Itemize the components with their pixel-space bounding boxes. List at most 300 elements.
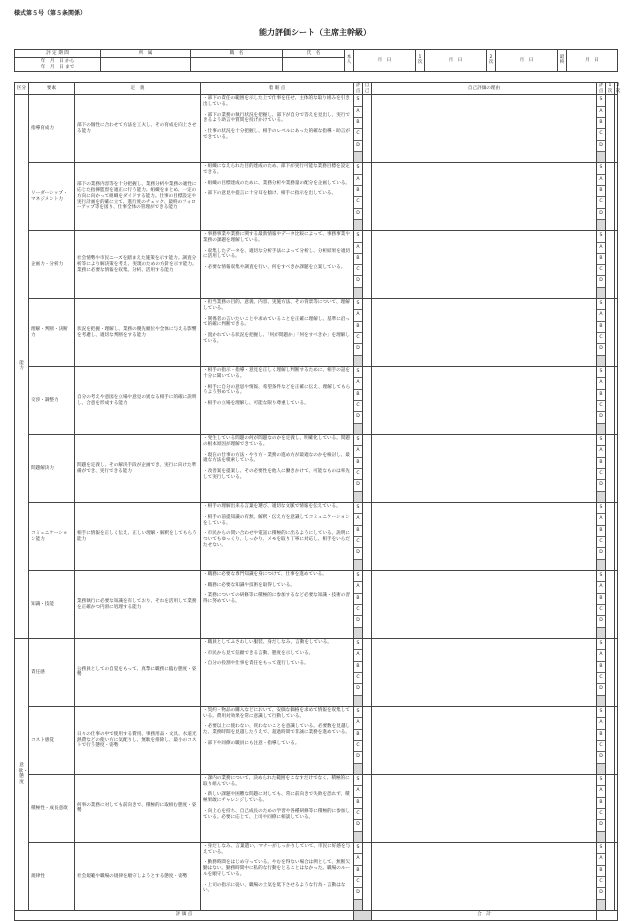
grade-c: C <box>597 809 605 820</box>
viewpoint-item: ・職務に必要な専門知識を身につけて、仕事を進めている。 <box>203 572 327 578</box>
grade-b: B <box>597 390 605 401</box>
grade-d: D <box>597 209 605 220</box>
grade-scale-2 <box>597 706 606 774</box>
grade-d: D <box>597 684 605 695</box>
grade-b: B <box>597 866 605 877</box>
first-score-cell[interactable] <box>606 231 615 299</box>
grade-c: C <box>354 469 362 480</box>
grade-scale <box>354 367 363 435</box>
grade-s: S <box>597 367 605 378</box>
viewpoint-item: ・相手に自分の意思や情報、希望条件などを正確に伝え、理解してもらうよう努めている。 <box>203 384 351 396</box>
viewpoint-item: ・現在の仕事の方法・やり方・業務の進め方が最適なのかを検討し、最適な方法を模索している。 <box>203 452 351 464</box>
viewpoints <box>201 638 354 706</box>
element-label: コスト感覚 <box>29 706 75 774</box>
definition-text: 部下の個性に合わせて方法を工夫し、その育成を向上させる能力 <box>75 95 201 163</box>
grade-d: D <box>597 412 605 423</box>
grade-d: D <box>597 752 605 763</box>
grade-s: S <box>597 163 605 174</box>
grade-c: C <box>354 809 362 820</box>
grade-b: B <box>354 526 362 537</box>
col-points: 着 眼 点 <box>201 83 354 95</box>
division-label: 意欲・態度 <box>15 638 29 910</box>
viewpoint-item: ・相手の指示・指導・意見を正しく理解し判断するために、相手の話を十分に聞いている。 <box>203 368 351 379</box>
self-score-cell[interactable] <box>363 231 372 299</box>
grade-b: B <box>354 594 362 605</box>
definition-text: 公務員としての自覚をもって、真摯に職務に臨む態度・姿勢 <box>75 638 201 706</box>
element-label: リーダーシップ・マネジメント力 <box>29 163 75 231</box>
grade-d: D <box>354 412 362 423</box>
second-score-cell[interactable] <box>615 231 618 299</box>
self-reason-cell[interactable] <box>372 163 597 231</box>
footer-self-total <box>354 910 372 920</box>
grade-c: C <box>597 333 605 344</box>
grade-scale-2 <box>597 774 606 842</box>
grade-b: B <box>597 662 605 673</box>
grade-scale <box>354 842 363 910</box>
col-element: 要素 <box>29 83 75 95</box>
grade-d: D <box>354 141 362 152</box>
grade-b: B <box>354 186 362 197</box>
viewpoint-item: ・相手の立場を理解し、可能な限り尊重している。 <box>203 401 309 407</box>
viewpoints <box>201 842 354 910</box>
first-score-cell[interactable] <box>606 367 615 435</box>
definition-text: 日々の仕事の中で使用する費用、事務用品・文具、水道光熱費などの使い方に気配りし、無駄を排除し、最小のコストで行う態度・姿勢 <box>75 706 201 774</box>
grade-scale <box>354 774 363 842</box>
self-reason-cell[interactable] <box>372 842 597 910</box>
viewpoints <box>201 367 354 435</box>
grade-c: C <box>354 673 362 684</box>
grade-c: C <box>597 469 605 480</box>
grade-b: B <box>597 526 605 537</box>
grade-b: B <box>354 866 362 877</box>
grade-a: A <box>597 582 605 593</box>
viewpoint-item: ・契約・物品の購入などにおいて、安価な価格を求めて情報を収集している。費用対効果を常に意識して行動している。 <box>203 707 350 719</box>
definition-text: 状況を把握・理解し、業務の優先順位や全体に与える影響を考慮し、適切な判断をする能力 <box>75 299 201 367</box>
grade-scale-2 <box>597 367 606 435</box>
viewpoint-item: ・発生している問題の何が問題なのかを定義し、明確化している。問題の根本原因が理解できている。 <box>203 436 351 447</box>
col-division: 区分 <box>15 83 29 95</box>
element-label: 責任感 <box>29 638 75 706</box>
grade-c: C <box>354 129 362 140</box>
col-first: 1次 <box>606 83 615 95</box>
viewpoint-item: ・事務事業や業務に関する最新情報やデータ比較によって、事務事業や業務の課題を理解している。 <box>203 232 350 243</box>
grade-d: D <box>354 820 362 831</box>
viewpoint-item: ・向上心を持ち、自己成長のための学習や各種研修等に積極的に参加している。必要に応じて、上司や同僚に相談している。 <box>203 808 351 820</box>
self-score-cell[interactable] <box>363 571 372 639</box>
first-score-cell[interactable] <box>606 774 615 842</box>
viewpoint-item: ・部下や同僚の職員にも注意・指導している。 <box>203 740 300 746</box>
element-label: コミュニケーション能力 <box>29 503 75 571</box>
grade-b: B <box>354 730 362 741</box>
position-label: 職 名 <box>191 50 283 58</box>
grade-d: D <box>597 480 605 491</box>
first-score-cell[interactable] <box>606 95 615 163</box>
period-label: 評 定 期 間 <box>15 50 101 58</box>
table-row <box>15 435 618 503</box>
grade-s: S <box>597 775 605 786</box>
self-reason-cell[interactable] <box>372 95 597 163</box>
grade-a: A <box>597 854 605 865</box>
self-label: 本人 <box>345 50 354 72</box>
grade-b: B <box>597 254 605 265</box>
grade-a: A <box>354 107 362 118</box>
col-eval: 評点 <box>354 83 363 95</box>
grade-a: A <box>597 650 605 661</box>
first-score-cell[interactable] <box>606 299 615 367</box>
grade-d: D <box>597 548 605 559</box>
grade-c: C <box>597 197 605 208</box>
grade-c: C <box>354 741 362 752</box>
viewpoints <box>201 571 354 639</box>
element-label: 交渉・調整力 <box>29 367 75 435</box>
viewpoint-item: ・相手の理解出来る言葉を選び、適切な文脈で情報を伝えている。 <box>203 504 341 510</box>
first-date[interactable]: 月 日 <box>425 50 487 72</box>
grade-scale-2 <box>597 231 606 299</box>
grade-a: A <box>597 107 605 118</box>
viewpoint-item: ・業務についての研修等に積極的に参加するなど必要な知識・技術の習得に努めている。 <box>203 593 350 605</box>
second-score-cell[interactable] <box>615 638 618 706</box>
grade-a: A <box>597 310 605 321</box>
viewpoint-item: ・新しい課題や困難な問題に対しても、常に前向きで失敗を恐れず、積極果敢にチャレンジしている。 <box>203 792 350 804</box>
grade-scale <box>354 299 363 367</box>
grade-c: C <box>597 129 605 140</box>
grade-b: B <box>354 390 362 401</box>
grade-scale-2 <box>597 842 606 910</box>
grade-d: D <box>354 616 362 627</box>
grade-s: S <box>354 367 362 378</box>
grade-a: A <box>354 514 362 525</box>
second-score-cell[interactable] <box>615 571 618 639</box>
self-score-cell[interactable] <box>363 95 372 163</box>
definition-text: 業務執行に必要な知識を有しており、それを活用して業務を正確かつ円滑に処理する能力 <box>75 571 201 639</box>
element-label: 知識・技能 <box>29 571 75 639</box>
self-score-cell[interactable] <box>363 503 372 571</box>
self-reason-cell[interactable] <box>372 435 597 503</box>
col-self: 自己 <box>363 83 372 95</box>
col-second: 2次 <box>615 83 621 94</box>
evaluation-table <box>14 82 621 921</box>
first-score-cell[interactable] <box>606 842 615 910</box>
first-score-cell[interactable] <box>606 706 615 774</box>
affiliation-label: 所 属 <box>101 50 191 58</box>
form-number: 様式第５号（第５条関係） <box>14 10 87 17</box>
grade-a: A <box>354 718 362 729</box>
grade-a: A <box>354 310 362 321</box>
self-score-cell[interactable] <box>363 299 372 367</box>
element-label: 理解・判断・決断力 <box>29 299 75 367</box>
grade-s: S <box>354 707 362 718</box>
grade-s: S <box>354 435 362 446</box>
viewpoints <box>201 95 354 163</box>
grade-b: B <box>354 662 362 673</box>
grade-a: A <box>354 175 362 186</box>
grade-a: A <box>597 175 605 186</box>
definition-text: 部下の業務内容等を十分把握し、業務分析や業務の適性に応じた指揮監督を適正に行う能力。組織をまとめ、一定の方向に向かって組織をダイドする能力。仕事の目標設定や実行計画を的確に立て、進行度のチェック、最終のフォローアップ等を図り、仕事全体の管理ができる能力 <box>75 163 201 231</box>
viewpoint-item: ・仕事の状況を十分把握し、相手のレベルにあった的確な指導・助言ができている。 <box>203 129 350 140</box>
grade-c: C <box>354 265 362 276</box>
grade-d: D <box>354 276 362 287</box>
viewpoints <box>201 299 354 367</box>
definition-text: 社会規範や職場の規律を順守しようとする態度・姿勢 <box>75 842 201 910</box>
grade-scale <box>354 706 363 774</box>
grade-scale-2 <box>597 571 606 639</box>
grade-d: D <box>354 344 362 355</box>
viewpoint-item: ・置かれている状況を把握し、「何が問題か」「何をすべきか」を理解している。 <box>203 333 350 344</box>
grade-scale-2 <box>597 503 606 571</box>
grade-s: S <box>354 639 362 650</box>
table-row <box>15 571 618 639</box>
grade-a: A <box>354 650 362 661</box>
definition-text: 自分の考えや意図を立場や意見の異なる相手に的確に説明し、合意を形成する能力 <box>75 367 201 435</box>
page-title: 能力評価シート（主席主幹級） <box>259 28 371 37</box>
grade-c: C <box>597 605 605 616</box>
self-reason-cell[interactable] <box>372 367 597 435</box>
grade-a: A <box>597 446 605 457</box>
grade-b: B <box>597 594 605 605</box>
viewpoint-item: ・身だしなみ、言葉遣い、マナーがしっかりしていて、市民に好感を与えている。 <box>203 843 351 855</box>
second-date[interactable]: 月 日 <box>496 50 558 72</box>
grade-d: D <box>597 820 605 831</box>
grade-c: C <box>597 537 605 548</box>
viewpoint-item: ・部下の意見や提言に十分耳を傾け、相手に指示を出している。 <box>203 191 337 197</box>
second-score-cell[interactable] <box>615 367 618 435</box>
grade-b: B <box>597 186 605 197</box>
grade-a: A <box>354 243 362 254</box>
grade-d: D <box>354 684 362 695</box>
grade-s: S <box>354 299 362 310</box>
grade-c: C <box>597 877 605 888</box>
self-reason-cell[interactable] <box>372 231 597 299</box>
grade-a: A <box>597 514 605 525</box>
table-row <box>15 367 618 435</box>
first-score-cell[interactable] <box>606 503 615 571</box>
element-label: 企画力・分析力 <box>29 231 75 299</box>
table-row <box>15 231 618 299</box>
grade-c: C <box>597 401 605 412</box>
grade-s: S <box>354 231 362 242</box>
second-label: 2次 <box>487 50 496 72</box>
grade-d: D <box>354 209 362 220</box>
viewpoints <box>201 503 354 571</box>
self-reason-cell[interactable] <box>372 503 597 571</box>
final-label: 最終 <box>558 50 567 72</box>
element-label: 規律性 <box>29 842 75 910</box>
second-score-cell[interactable] <box>615 503 618 571</box>
element-label: 積極性・成長意欲 <box>29 774 75 842</box>
viewpoint-item: ・勤務時間をはじめ守っている。やむを得ない場合は例として、無断欠勤はない。勤務時間中に私的な行動をとることはなかった。職場のルールを順守している。 <box>203 860 351 877</box>
viewpoint-item: ・必要以上に使わない、買わないことを意識している。必要数を見越した、業務時間を見越したうえで、超過時間で非誠に業務を進めている。 <box>203 724 351 736</box>
viewpoint-item: ・部下の業務の執行状況を把握し、部下が自分で答えを見出し、実行できるよう助言や質問を投げかけている。 <box>203 112 351 124</box>
viewpoint-item: ・部下の責任の範囲を示した上で仕事を任せ、主体的な取り組みを引き出している。 <box>203 96 350 107</box>
grade-d: D <box>354 888 362 899</box>
self-date[interactable]: 月 日 <box>354 50 416 72</box>
position-value[interactable] <box>191 58 283 72</box>
division-label: 能力 <box>15 95 29 639</box>
grade-b: B <box>597 322 605 333</box>
grade-scale <box>354 163 363 231</box>
header-info-table <box>14 49 618 72</box>
grade-c: C <box>354 197 362 208</box>
grade-a: A <box>354 582 362 593</box>
grade-a: A <box>354 446 362 457</box>
viewpoints <box>201 435 354 503</box>
grade-s: S <box>597 571 605 582</box>
self-score-cell[interactable] <box>363 842 372 910</box>
grade-scale <box>354 435 363 503</box>
grade-scale <box>354 231 363 299</box>
definition-text: 社会情勢や市民ニーズを踏まえた施策を示す能力。調査分析等により解決策を考え、実現のための方針を示す能力。業務に必要な情報を収集、分析、活用する能力 <box>75 231 201 299</box>
grade-b: B <box>597 458 605 469</box>
viewpoints <box>201 231 354 299</box>
grade-scale <box>354 503 363 571</box>
viewpoints <box>201 163 354 231</box>
grade-a: A <box>354 378 362 389</box>
grade-a: A <box>597 243 605 254</box>
grade-d: D <box>354 752 362 763</box>
second-score-cell[interactable] <box>615 774 618 842</box>
grade-a: A <box>354 786 362 797</box>
self-reason-cell[interactable] <box>372 774 597 842</box>
col-eval2: 評点 <box>597 83 606 95</box>
self-reason-cell[interactable] <box>372 299 597 367</box>
definition-text: 問題を定義し、その解決手段が企画でき、実行に向けた準備ができ、実行できる能力 <box>75 435 201 503</box>
grade-s: S <box>597 231 605 242</box>
second-score-cell[interactable] <box>615 706 618 774</box>
grade-s: S <box>354 503 362 514</box>
table-row <box>15 299 618 367</box>
grade-b: B <box>354 798 362 809</box>
grade-s: S <box>597 299 605 310</box>
grade-c: C <box>354 333 362 344</box>
footer-eval-points: 評 価 点 <box>15 910 354 920</box>
grade-s: S <box>354 163 362 174</box>
self-score-cell[interactable] <box>363 367 372 435</box>
grade-s: S <box>597 707 605 718</box>
viewpoint-item: ・組織の目標達成のために、業務分析や業務量の配分を企画している。 <box>203 180 351 186</box>
grade-a: A <box>597 718 605 729</box>
definition-text: 相手に情報を正しく伝え、正しい理解・解釈をしてもらう能力 <box>75 503 201 571</box>
name-value[interactable] <box>283 58 345 72</box>
grade-s: S <box>597 503 605 514</box>
self-score-cell[interactable] <box>363 435 372 503</box>
second-score-cell[interactable] <box>615 299 618 367</box>
grade-s: S <box>597 95 605 106</box>
grade-s: S <box>597 639 605 650</box>
grade-d: D <box>597 344 605 355</box>
grade-c: C <box>597 265 605 276</box>
viewpoint-item: ・必要な情報収集や調査を行い、何をすべきか課題を立案している。 <box>203 265 346 271</box>
viewpoint-item: ・組織になえられた目的達成のため、部下が実行可能な業務目標を設定できる。 <box>203 164 350 175</box>
table-row <box>15 163 618 231</box>
grade-b: B <box>354 458 362 469</box>
self-score-cell[interactable] <box>363 706 372 774</box>
grade-c: C <box>354 401 362 412</box>
first-score-cell[interactable] <box>606 571 615 639</box>
grade-d: D <box>597 141 605 152</box>
second-score-cell[interactable] <box>615 435 618 503</box>
grade-c: C <box>597 741 605 752</box>
footer-total-value[interactable] <box>597 910 618 920</box>
second-score-cell[interactable] <box>615 95 618 163</box>
final-date[interactable]: 月 日 <box>567 50 618 72</box>
name-label: 氏 名 <box>283 50 345 58</box>
first-score-cell[interactable] <box>606 435 615 503</box>
viewpoint-item: ・収集したデータを、適切な分析手法によって分析し、分析結果を適切に活用している。 <box>203 248 351 260</box>
element-label: 問題解決力 <box>29 435 75 503</box>
table-row <box>15 842 618 910</box>
grade-scale <box>354 95 363 163</box>
grade-scale-2 <box>597 95 606 163</box>
table-row <box>15 95 618 163</box>
first-label: 1次 <box>416 50 425 72</box>
first-score-cell[interactable] <box>606 163 615 231</box>
viewpoints <box>201 774 354 842</box>
grade-b: B <box>354 254 362 265</box>
table-row <box>15 503 618 571</box>
grade-b: B <box>354 118 362 129</box>
grade-d: D <box>597 616 605 627</box>
self-reason-cell[interactable] <box>372 638 597 706</box>
element-label: 指導育成力 <box>29 95 75 163</box>
grade-s: S <box>354 775 362 786</box>
col-definition: 定 義 <box>75 83 201 95</box>
viewpoint-item: ・市民から見て信頼できる言動、態度を示している。 <box>203 650 314 656</box>
viewpoint-item: ・相手の前提知識の有無、解釈・伝え方を意識してコミュニケーションをしている。 <box>203 514 350 526</box>
second-score-cell[interactable] <box>615 842 618 910</box>
grade-a: A <box>354 854 362 865</box>
self-score-cell[interactable] <box>363 638 372 706</box>
grade-b: B <box>354 322 362 333</box>
grade-c: C <box>597 673 605 684</box>
grade-a: A <box>597 786 605 797</box>
first-score-cell[interactable] <box>606 638 615 706</box>
grade-scale-2 <box>597 638 606 706</box>
self-score-cell[interactable] <box>363 774 372 842</box>
grade-d: D <box>354 480 362 491</box>
grade-s: S <box>354 95 362 106</box>
grade-scale-2 <box>597 435 606 503</box>
grade-c: C <box>354 877 362 888</box>
viewpoint-item: ・上司の指示に従い、職場の士気を低下させるような行為・言動はない。 <box>203 882 346 894</box>
viewpoint-item: ・自分の役割や仕事を責任をもって遂行している。 <box>203 661 309 667</box>
grade-b: B <box>597 118 605 129</box>
grade-s: S <box>354 843 362 854</box>
grade-d: D <box>597 276 605 287</box>
grade-s: S <box>597 843 605 854</box>
table-row <box>15 774 618 842</box>
table-row <box>15 706 618 774</box>
self-reason-cell[interactable] <box>372 706 597 774</box>
viewpoint-item: ・改善案を提案し、その必要性を他人に働きかけて、可能なものは率先して実行している。 <box>203 469 350 480</box>
viewpoint-item: ・市民からの問い合わせや電話に積極的に出るようにしている。説明についてもゆっくり、しっかり、メモを取り丁寧に対応し、相手をいらだたせない。 <box>203 531 351 548</box>
grade-a: A <box>597 378 605 389</box>
period-value[interactable]: 年 月 日 から 年 月 日 まで <box>15 58 101 72</box>
grade-c: C <box>354 605 362 616</box>
grade-scale <box>354 571 363 639</box>
grade-b: B <box>597 730 605 741</box>
grade-c: C <box>354 537 362 548</box>
self-score-cell[interactable] <box>363 163 372 231</box>
self-reason-cell[interactable] <box>372 571 597 639</box>
grade-s: S <box>597 435 605 446</box>
grade-s: S <box>354 571 362 582</box>
affiliation-value[interactable] <box>101 58 191 72</box>
table-row <box>15 638 618 706</box>
viewpoint-item: ・職員としてふさわしい服装、身だしなみ、言動をしている。 <box>203 639 332 645</box>
footer-total-label: 合 計 <box>372 910 597 920</box>
grade-scale-2 <box>597 299 606 367</box>
second-score-cell[interactable] <box>615 163 618 231</box>
